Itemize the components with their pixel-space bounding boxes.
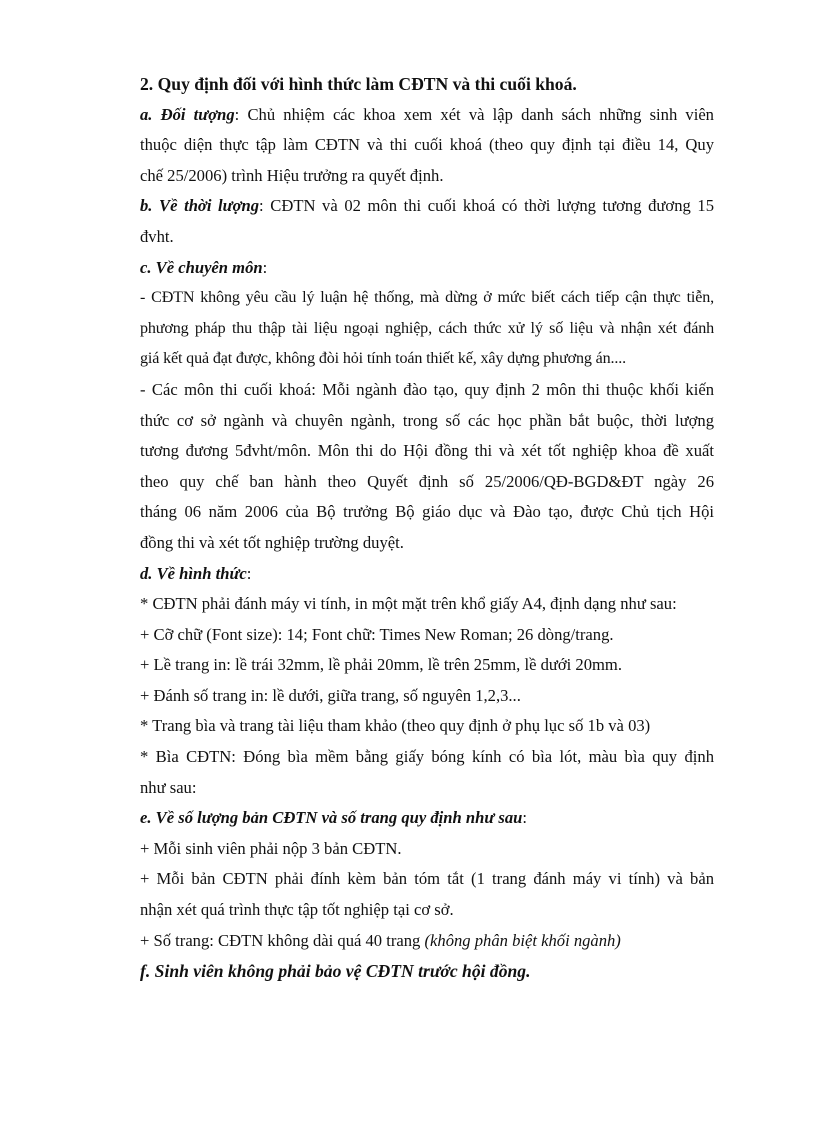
section-d-heading bbox=[140, 559, 714, 590]
section-d-item-2: + Cỡ chữ (Font size): 14; Font chữ: Times New Roman; 26 dòng/trang. bbox=[140, 624, 614, 644]
section-e-item-2-line-1: + Mỗi bản CĐTN phải đính kèm bản tóm tắt (1 trang đánh máy vi tính) và bản bbox=[140, 869, 714, 889]
section-d-item-4: + Đánh số trang in: lề dưới, giữa trang, số nguyên 1,2,3... bbox=[140, 685, 521, 705]
section-a-line-1 bbox=[140, 100, 714, 131]
section-c-p2-line-4: theo quy chế ban hành theo Quyết định số 25/2006/QĐ-BGD&ĐT ngày 26 bbox=[140, 471, 714, 491]
section-d-item-1: * CĐTN phải đánh máy vi tính, in một mặt trên khổ giấy A4, định dạng như sau: bbox=[140, 594, 677, 614]
section-c-heading bbox=[140, 253, 714, 284]
section-b-line-1 bbox=[140, 191, 714, 222]
section-c-label: c. Về chuyên môn bbox=[140, 257, 263, 277]
section-e-suffix: : bbox=[522, 808, 528, 828]
section-c-p2-line-3: tương đương 5đvht/môn. Môn thi do Hội đồng thi và xét tốt nghiệp khoa đề xuất bbox=[140, 441, 714, 461]
section-d-cover-line-2: như sau: bbox=[140, 777, 197, 797]
section-a-text-1: : Chủ nhiệm các khoa xem xét và lập danh sách những sinh viên bbox=[234, 104, 714, 124]
document-page bbox=[140, 69, 714, 987]
section-e-item-3 bbox=[140, 926, 714, 957]
section-f-heading: f. Sinh viên không phải bảo vệ CĐTN trước hội đồng. bbox=[140, 961, 531, 982]
section-d-suffix: : bbox=[246, 563, 252, 583]
section-c-p1-line-1: - CĐTN không yêu cầu lý luận hệ thống, mà dừng ở mức biết cách tiếp cận thực tiễn, bbox=[140, 289, 714, 307]
section-b-line-2: đvht. bbox=[140, 226, 174, 246]
section-c-p2-line-5: tháng 06 năm 2006 của Bộ trưởng Bộ giáo dục và Đào tạo, được Chủ tịch Hội bbox=[140, 502, 714, 522]
section-d-cover-line-1: * Bìa CĐTN: Đóng bìa mềm bằng giấy bóng kính có bìa lót, màu bìa quy định bbox=[140, 747, 714, 767]
section-a-line-2: thuộc diện thực tập làm CĐTN và thi cuối khoá (theo quy định tại điều 14, Quy bbox=[140, 135, 714, 155]
section-b-text-1: : CĐTN và 02 môn thi cuối khoá có thời lượng tương đương 15 bbox=[259, 196, 714, 216]
section-e-item-3-text: + Số trang: CĐTN không dài quá 40 trang bbox=[140, 930, 425, 950]
section-e-heading bbox=[140, 803, 714, 834]
section-c-p2-line-6: đồng thi và xét tốt nghiệp trường duyệt. bbox=[140, 532, 404, 552]
section-c-suffix: : bbox=[262, 257, 268, 277]
section-d-label: d. Về hình thức bbox=[140, 563, 247, 583]
section-e-item-1: + Mỗi sinh viên phải nộp 3 bản CĐTN. bbox=[140, 838, 402, 858]
section-c-p2-line-2: thức cơ sở ngành và chuyên ngành, trong số các học phần bắt buộc, thời lượng bbox=[140, 410, 714, 430]
section-e-item-2-line-2: nhận xét quá trình thực tập tốt nghiệp tại cơ sở. bbox=[140, 900, 454, 920]
section-a-label: a. Đối tượng bbox=[140, 104, 235, 124]
section-e-item-3-note: (không phân biệt khối ngành) bbox=[424, 930, 621, 950]
section-a-line-3: chế 25/2006) trình Hiệu trưởng ra quyết định. bbox=[140, 165, 444, 185]
section-b-label: b. Về thời lượng bbox=[140, 196, 260, 216]
section-d-item-5: * Trang bìa và trang tài liệu tham khảo (theo quy định ở phụ lục số 1b và 03) bbox=[140, 716, 651, 736]
section-c-p1-line-2: phương pháp thu thập tài liệu ngoại nghiệp, cách thức xử lý số liệu và nhận xét đánh bbox=[140, 319, 714, 337]
section-d-item-3: + Lề trang in: lề trái 32mm, lề phải 20mm, lề trên 25mm, lề dưới 20mm. bbox=[140, 655, 622, 675]
section-heading: 2. Quy định đối với hình thức làm CĐTN và thi cuối khoá. bbox=[140, 74, 577, 94]
section-c-p1-line-3: giá kết quả đạt được, không đòi hỏi tính toán thiết kế, xây dựng phương án.... bbox=[140, 350, 627, 368]
section-c-p2-line-1: - Các môn thi cuối khoá: Mỗi ngành đào tạo, quy định 2 môn thi thuộc khối kiến bbox=[140, 379, 714, 399]
section-e-label: e. Về số lượng bản CĐTN và số trang quy định như sau bbox=[140, 808, 523, 828]
